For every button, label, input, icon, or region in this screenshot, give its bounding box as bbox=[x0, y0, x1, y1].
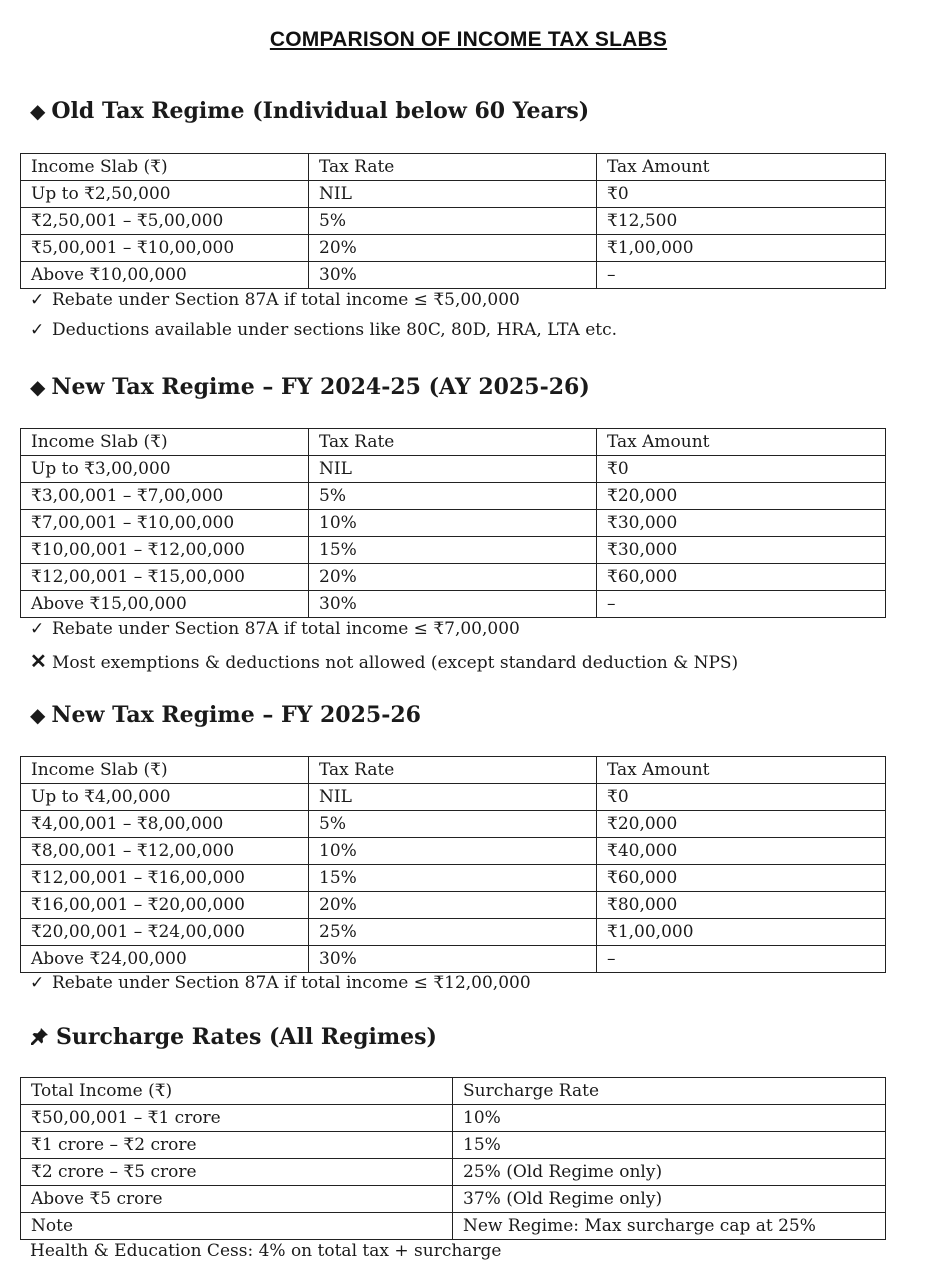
table-row bbox=[21, 1105, 886, 1132]
page-title: COMPARISON OF INCOME TAX SLABS bbox=[269, 28, 668, 51]
table-cell: ₹4,00,001 – ₹8,00,000 bbox=[21, 811, 309, 838]
table-cell: ₹60,000 bbox=[597, 564, 886, 591]
exemptions-note bbox=[30, 649, 738, 673]
table-header-row bbox=[21, 154, 886, 181]
table-cell: Note bbox=[21, 1213, 453, 1240]
section-heading-new-regime-2024 bbox=[30, 374, 590, 400]
check-icon: ✓ bbox=[30, 619, 45, 639]
pin-icon bbox=[30, 1025, 50, 1049]
section-heading-text: New Tax Regime – FY 2025-26 bbox=[51, 702, 421, 728]
note-text: Rebate under Section 87A if total income ≤ ₹5,00,000 bbox=[52, 290, 520, 310]
table-header-cell: Income Slab (₹) bbox=[21, 429, 309, 456]
table-header-row bbox=[21, 1078, 886, 1105]
table-cell: 10% bbox=[309, 510, 597, 537]
table-cell: ₹8,00,001 – ₹12,00,000 bbox=[21, 838, 309, 865]
section-heading-surcharge bbox=[30, 1024, 437, 1050]
table-cell: 15% bbox=[309, 865, 597, 892]
table-cell: ₹7,00,001 – ₹10,00,000 bbox=[21, 510, 309, 537]
table-cell: 37% (Old Regime only) bbox=[453, 1186, 886, 1213]
table-cell: 15% bbox=[453, 1132, 886, 1159]
table-row bbox=[21, 510, 886, 537]
table-cell: 25% (Old Regime only) bbox=[453, 1159, 886, 1186]
diamond-bullet-icon: ◆ bbox=[30, 375, 46, 399]
new-regime-2025-table bbox=[20, 756, 886, 973]
table-header-row bbox=[21, 757, 886, 784]
table-row bbox=[21, 181, 886, 208]
table-cell: Above ₹15,00,000 bbox=[21, 591, 309, 618]
check-icon: ✓ bbox=[30, 320, 45, 340]
note-text: Deductions available under sections like 80C, 80D, HRA, LTA etc. bbox=[52, 320, 618, 340]
table-cell: ₹20,000 bbox=[597, 811, 886, 838]
diamond-bullet-icon: ◆ bbox=[30, 703, 46, 727]
table-cell: Above ₹5 crore bbox=[21, 1186, 453, 1213]
table-cell: ₹30,000 bbox=[597, 510, 886, 537]
table-cell: ₹40,000 bbox=[597, 838, 886, 865]
table-cell: ₹50,00,001 – ₹1 crore bbox=[21, 1105, 453, 1132]
table-row bbox=[21, 1159, 886, 1186]
table-cell: 30% bbox=[309, 591, 597, 618]
table-cell: ₹16,00,001 – ₹20,00,000 bbox=[21, 892, 309, 919]
section-heading-text: Surcharge Rates (All Regimes) bbox=[56, 1024, 437, 1050]
diamond-bullet-icon: ◆ bbox=[30, 99, 46, 123]
table-row bbox=[21, 456, 886, 483]
table-row bbox=[21, 784, 886, 811]
table-cell: NIL bbox=[309, 456, 597, 483]
note-text: Most exemptions & deductions not allowed (except standard deduction & NPS) bbox=[52, 653, 739, 673]
table-cell: ₹0 bbox=[597, 456, 886, 483]
table-cell: ₹0 bbox=[597, 784, 886, 811]
section-heading-new-regime-2025 bbox=[30, 702, 421, 728]
surcharge-table bbox=[20, 1077, 886, 1240]
cess-note bbox=[30, 1241, 502, 1261]
table-row bbox=[21, 235, 886, 262]
table-cell: NIL bbox=[309, 784, 597, 811]
table-header-cell: Income Slab (₹) bbox=[21, 154, 309, 181]
table-row bbox=[21, 262, 886, 289]
new-regime-2024-table bbox=[20, 428, 886, 618]
table-cell: – bbox=[597, 262, 886, 289]
table-cell: ₹30,000 bbox=[597, 537, 886, 564]
table-row bbox=[21, 564, 886, 591]
rebate-note bbox=[30, 290, 520, 310]
table-row bbox=[21, 1213, 886, 1240]
deductions-note bbox=[30, 320, 617, 340]
cross-icon: ✕ bbox=[30, 649, 47, 673]
table-cell: 20% bbox=[309, 235, 597, 262]
rebate-note bbox=[30, 619, 520, 639]
table-row bbox=[21, 865, 886, 892]
table-row bbox=[21, 919, 886, 946]
table-cell: 5% bbox=[309, 483, 597, 510]
table-cell: 30% bbox=[309, 946, 597, 973]
table-cell: 20% bbox=[309, 564, 597, 591]
table-cell: – bbox=[597, 591, 886, 618]
note-text: Rebate under Section 87A if total income ≤ ₹12,00,000 bbox=[52, 973, 531, 993]
table-cell: Above ₹10,00,000 bbox=[21, 262, 309, 289]
table-cell: – bbox=[597, 946, 886, 973]
table-row bbox=[21, 1132, 886, 1159]
table-cell: 5% bbox=[309, 811, 597, 838]
table-row bbox=[21, 1186, 886, 1213]
table-row bbox=[21, 483, 886, 510]
table-cell: Up to ₹3,00,000 bbox=[21, 456, 309, 483]
table-cell: ₹2 crore – ₹5 crore bbox=[21, 1159, 453, 1186]
section-heading-old-regime bbox=[30, 98, 589, 124]
table-cell: ₹12,500 bbox=[597, 208, 886, 235]
note-text: Health & Education Cess: 4% on total tax + surcharge bbox=[30, 1241, 502, 1261]
table-header-cell: Tax Rate bbox=[309, 429, 597, 456]
table-row bbox=[21, 811, 886, 838]
table-cell: Up to ₹4,00,000 bbox=[21, 784, 309, 811]
table-cell: 5% bbox=[309, 208, 597, 235]
table-cell: ₹10,00,001 – ₹12,00,000 bbox=[21, 537, 309, 564]
table-cell: ₹1,00,000 bbox=[597, 235, 886, 262]
table-header-cell: Tax Amount bbox=[597, 757, 886, 784]
table-cell: ₹2,50,001 – ₹5,00,000 bbox=[21, 208, 309, 235]
table-cell: Above ₹24,00,000 bbox=[21, 946, 309, 973]
old-regime-table bbox=[20, 153, 886, 289]
table-cell: ₹1,00,000 bbox=[597, 919, 886, 946]
table-header-row bbox=[21, 429, 886, 456]
table-cell: ₹80,000 bbox=[597, 892, 886, 919]
table-row bbox=[21, 591, 886, 618]
table-header-cell: Tax Amount bbox=[597, 429, 886, 456]
note-text: Rebate under Section 87A if total income ≤ ₹7,00,000 bbox=[52, 619, 520, 639]
table-row bbox=[21, 838, 886, 865]
table-cell: Up to ₹2,50,000 bbox=[21, 181, 309, 208]
table-cell: 20% bbox=[309, 892, 597, 919]
table-cell: ₹20,000 bbox=[597, 483, 886, 510]
table-header-cell: Surcharge Rate bbox=[453, 1078, 886, 1105]
table-cell: ₹1 crore – ₹2 crore bbox=[21, 1132, 453, 1159]
check-icon: ✓ bbox=[30, 290, 45, 310]
check-icon: ✓ bbox=[30, 973, 45, 993]
table-header-cell: Income Slab (₹) bbox=[21, 757, 309, 784]
table-header-cell: Total Income (₹) bbox=[21, 1078, 453, 1105]
table-cell: 15% bbox=[309, 537, 597, 564]
table-cell: ₹0 bbox=[597, 181, 886, 208]
section-heading-text: New Tax Regime – FY 2024-25 (AY 2025-26) bbox=[51, 374, 590, 400]
table-row bbox=[21, 892, 886, 919]
table-row bbox=[21, 208, 886, 235]
table-cell: ₹60,000 bbox=[597, 865, 886, 892]
table-cell: 10% bbox=[453, 1105, 886, 1132]
table-cell: New Regime: Max surcharge cap at 25% bbox=[453, 1213, 886, 1240]
table-cell: ₹12,00,001 – ₹16,00,000 bbox=[21, 865, 309, 892]
table-header-cell: Tax Rate bbox=[309, 757, 597, 784]
table-cell: NIL bbox=[309, 181, 597, 208]
table-cell: 10% bbox=[309, 838, 597, 865]
table-cell: ₹5,00,001 – ₹10,00,000 bbox=[21, 235, 309, 262]
table-header-cell: Tax Amount bbox=[597, 154, 886, 181]
table-cell: 30% bbox=[309, 262, 597, 289]
table-cell: 25% bbox=[309, 919, 597, 946]
section-heading-text: Old Tax Regime (Individual below 60 Years) bbox=[51, 98, 590, 124]
table-row bbox=[21, 537, 886, 564]
table-row bbox=[21, 946, 886, 973]
table-cell: ₹12,00,001 – ₹15,00,000 bbox=[21, 564, 309, 591]
rebate-note bbox=[30, 973, 531, 993]
table-header-cell: Tax Rate bbox=[309, 154, 597, 181]
table-cell: ₹3,00,001 – ₹7,00,000 bbox=[21, 483, 309, 510]
table-cell: ₹20,00,001 – ₹24,00,000 bbox=[21, 919, 309, 946]
